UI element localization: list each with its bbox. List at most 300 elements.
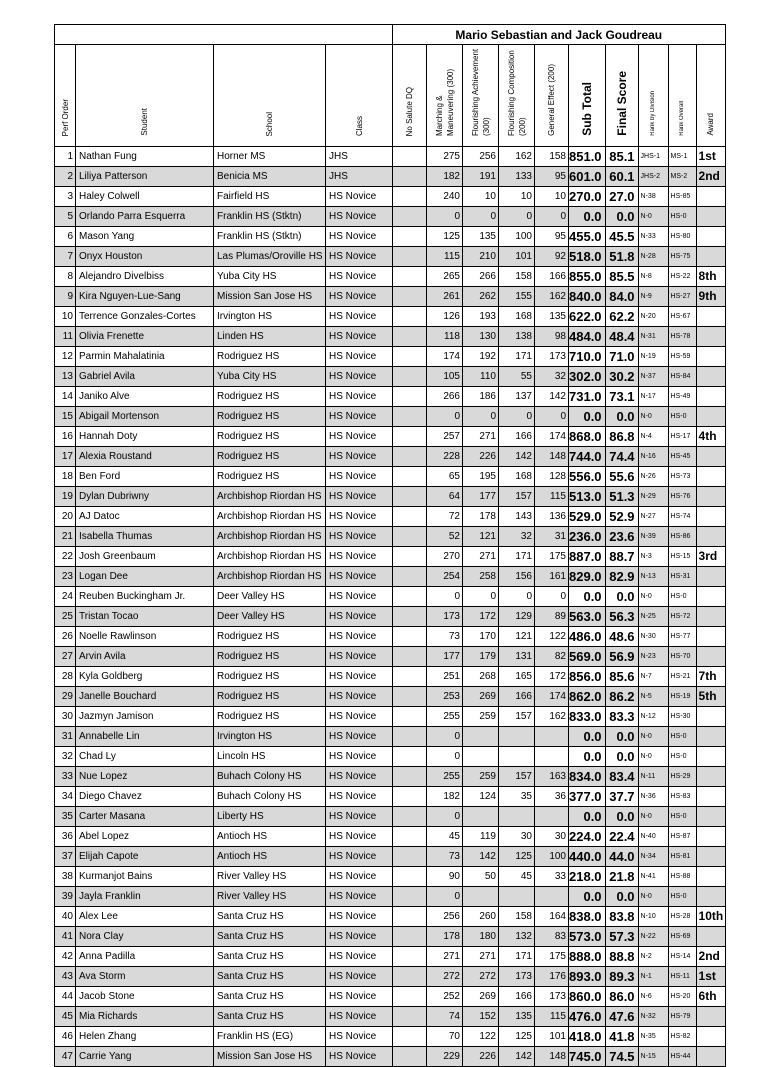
no-salute-cell (393, 767, 427, 787)
general-effect-cell: 98 (535, 327, 569, 347)
table-row (55, 847, 726, 867)
rank-division-cell: JHS-2 (638, 167, 668, 187)
student-cell: Jacob Stone (76, 987, 214, 1007)
award-cell (696, 487, 725, 507)
student-cell: Onyx Houston (76, 247, 214, 267)
perf-order-cell: 44 (55, 987, 76, 1007)
no-salute-cell (393, 747, 427, 767)
class-cell: HS Novice (326, 847, 393, 867)
marching-cell: 254 (427, 567, 463, 587)
flourishing-achievement-cell: 268 (463, 667, 499, 687)
rank-overall-cell: HS-69 (668, 927, 696, 947)
rank-division-cell: N-37 (638, 367, 668, 387)
school-cell: Archbishop Riordan HS (214, 507, 326, 527)
perf-order-cell: 9 (55, 287, 76, 307)
rank-division-cell: N-33 (638, 227, 668, 247)
student-cell: Kyla Goldberg (76, 667, 214, 687)
perf-order-cell: 5 (55, 207, 76, 227)
general-effect-cell: 166 (535, 267, 569, 287)
rank-overall-cell: HS-31 (668, 567, 696, 587)
sub-total-cell: 745.0 (569, 1047, 606, 1067)
student-cell: Olivia Frenette (76, 327, 214, 347)
marching-cell: 0 (427, 727, 463, 747)
school-cell: Fairfield HS (214, 187, 326, 207)
marching-cell: 177 (427, 647, 463, 667)
table-row (55, 287, 726, 307)
perf-order-cell: 2 (55, 167, 76, 187)
sub-total-cell: 218.0 (569, 867, 606, 887)
perf-order-cell: 3 (55, 187, 76, 207)
marching-cell: 240 (427, 187, 463, 207)
final-score-cell: 88.7 (605, 547, 638, 567)
final-score-cell: 83.8 (605, 907, 638, 927)
class-cell: HS Novice (326, 867, 393, 887)
rank-division-cell: N-0 (638, 407, 668, 427)
general-effect-cell: 135 (535, 307, 569, 327)
student-cell: Parmin Mahalatinia (76, 347, 214, 367)
flourishing-achievement-cell: 122 (463, 1027, 499, 1047)
general-effect-cell: 175 (535, 547, 569, 567)
class-cell: HS Novice (326, 787, 393, 807)
school-cell: Santa Cruz HS (214, 967, 326, 987)
marching-cell: 0 (427, 747, 463, 767)
rank-division-cell: N-1 (638, 967, 668, 987)
sub-total-cell: 887.0 (569, 547, 606, 567)
award-cell (696, 827, 725, 847)
no-salute-cell (393, 147, 427, 167)
final-score-cell: 85.1 (605, 147, 638, 167)
perf-order-cell: 23 (55, 567, 76, 587)
table-row (55, 427, 726, 447)
final-score-cell: 82.9 (605, 567, 638, 587)
rank-overall-cell: HS-0 (668, 747, 696, 767)
rank-overall-cell: HS-0 (668, 727, 696, 747)
sub-total-cell: 868.0 (569, 427, 606, 447)
class-cell: HS Novice (326, 927, 393, 947)
final-score-cell: 86.8 (605, 427, 638, 447)
class-cell: HS Novice (326, 347, 393, 367)
score-sheet-table (54, 24, 726, 1067)
perf-order-cell: 32 (55, 747, 76, 767)
class-cell: HS Novice (326, 187, 393, 207)
col-header-school: School (214, 45, 326, 147)
flourishing-composition-cell: 166 (499, 427, 535, 447)
rank-division-cell: N-29 (638, 487, 668, 507)
student-cell: Liliya Patterson (76, 167, 214, 187)
flourishing-achievement-cell: 258 (463, 567, 499, 587)
rank-division-cell: N-41 (638, 867, 668, 887)
rank-overall-cell: MS-1 (668, 147, 696, 167)
final-score-cell: 71.0 (605, 347, 638, 367)
award-cell (696, 227, 725, 247)
no-salute-cell (393, 387, 427, 407)
school-cell: River Valley HS (214, 867, 326, 887)
general-effect-cell (535, 887, 569, 907)
general-effect-cell: 101 (535, 1027, 569, 1047)
student-cell: Noelle Rawlinson (76, 627, 214, 647)
general-effect-cell (535, 747, 569, 767)
student-cell: Reuben Buckingham Jr. (76, 587, 214, 607)
class-cell: HS Novice (326, 667, 393, 687)
marching-cell: 275 (427, 147, 463, 167)
flourishing-composition-cell: 30 (499, 827, 535, 847)
school-cell: Irvington HS (214, 727, 326, 747)
perf-order-cell: 36 (55, 827, 76, 847)
sub-total-cell: 302.0 (569, 367, 606, 387)
perf-order-cell: 45 (55, 1007, 76, 1027)
student-cell: Gabriel Avila (76, 367, 214, 387)
marching-cell: 272 (427, 967, 463, 987)
sub-total-cell: 0.0 (569, 747, 606, 767)
student-cell: Isabella Thumas (76, 527, 214, 547)
perf-order-cell: 26 (55, 627, 76, 647)
general-effect-cell: 148 (535, 1047, 569, 1067)
rank-overall-cell: HS-44 (668, 1047, 696, 1067)
award-cell: 6th (696, 987, 725, 1007)
final-score-cell: 48.4 (605, 327, 638, 347)
table-row (55, 667, 726, 687)
marching-cell: 265 (427, 267, 463, 287)
col-header-sub-total: Sub Total (569, 45, 606, 147)
award-cell (696, 847, 725, 867)
no-salute-cell (393, 727, 427, 747)
rank-division-cell: N-0 (638, 727, 668, 747)
table-row (55, 227, 726, 247)
marching-cell: 0 (427, 887, 463, 907)
marching-cell: 252 (427, 987, 463, 1007)
table-row (55, 187, 726, 207)
student-cell: Orlando Parra Esquerra (76, 207, 214, 227)
marching-cell: 65 (427, 467, 463, 487)
flourishing-achievement-cell: 152 (463, 1007, 499, 1027)
final-score-cell: 85.6 (605, 667, 638, 687)
rank-division-cell: N-35 (638, 1027, 668, 1047)
student-cell: Logan Dee (76, 567, 214, 587)
table-row (55, 907, 726, 927)
sub-total-cell: 601.0 (569, 167, 606, 187)
flourishing-achievement-cell: 260 (463, 907, 499, 927)
no-salute-cell (393, 527, 427, 547)
sub-total-cell: 569.0 (569, 647, 606, 667)
marching-cell: 255 (427, 707, 463, 727)
rank-overall-cell: HS-30 (668, 707, 696, 727)
table-row (55, 407, 726, 427)
marching-cell: 0 (427, 587, 463, 607)
sub-total-cell: 563.0 (569, 607, 606, 627)
flourishing-achievement-cell: 269 (463, 987, 499, 1007)
school-cell: Deer Valley HS (214, 607, 326, 627)
school-cell: Santa Cruz HS (214, 947, 326, 967)
flourishing-composition-cell (499, 887, 535, 907)
no-salute-cell (393, 927, 427, 947)
flourishing-achievement-cell: 269 (463, 687, 499, 707)
student-cell: Terrence Gonzales-Cortes (76, 307, 214, 327)
award-cell (696, 527, 725, 547)
flourishing-composition-cell: 121 (499, 627, 535, 647)
general-effect-cell: 142 (535, 387, 569, 407)
school-cell: Rodriguez HS (214, 687, 326, 707)
final-score-cell: 0.0 (605, 747, 638, 767)
table-row (55, 487, 726, 507)
rank-division-cell: N-9 (638, 287, 668, 307)
table-row (55, 747, 726, 767)
final-score-cell: 60.1 (605, 167, 638, 187)
award-cell (696, 187, 725, 207)
student-cell: Helen Zhang (76, 1027, 214, 1047)
rank-division-cell: N-26 (638, 467, 668, 487)
rank-division-cell: N-20 (638, 307, 668, 327)
award-cell: 2nd (696, 947, 725, 967)
school-cell: Franklin HS (Stktn) (214, 227, 326, 247)
school-cell: Franklin HS (Stktn) (214, 207, 326, 227)
no-salute-cell (393, 807, 427, 827)
final-score-cell: 45.5 (605, 227, 638, 247)
perf-order-cell: 38 (55, 867, 76, 887)
perf-order-cell: 1 (55, 147, 76, 167)
no-salute-cell (393, 407, 427, 427)
flourishing-achievement-cell: 0 (463, 407, 499, 427)
award-cell: 5th (696, 687, 725, 707)
flourishing-composition-cell (499, 727, 535, 747)
school-cell: Mission San Jose HS (214, 287, 326, 307)
rank-division-cell: N-3 (638, 547, 668, 567)
flourishing-achievement-cell: 271 (463, 947, 499, 967)
final-score-cell: 86.0 (605, 987, 638, 1007)
table-row (55, 527, 726, 547)
rank-overall-cell: HS-27 (668, 287, 696, 307)
school-cell: River Valley HS (214, 887, 326, 907)
no-salute-cell (393, 447, 427, 467)
sub-total-cell: 838.0 (569, 907, 606, 927)
perf-order-cell: 12 (55, 347, 76, 367)
sub-total-cell: 834.0 (569, 767, 606, 787)
general-effect-cell: 36 (535, 787, 569, 807)
rank-overall-cell: HS-29 (668, 767, 696, 787)
final-score-cell: 74.4 (605, 447, 638, 467)
student-cell: Josh Greenbaum (76, 547, 214, 567)
award-cell (696, 807, 725, 827)
general-effect-cell: 83 (535, 927, 569, 947)
marching-cell: 251 (427, 667, 463, 687)
marching-cell: 126 (427, 307, 463, 327)
sub-total-cell: 236.0 (569, 527, 606, 547)
no-salute-cell (393, 267, 427, 287)
sub-total-cell: 829.0 (569, 567, 606, 587)
rank-overall-cell: HS-20 (668, 987, 696, 1007)
class-cell: HS Novice (326, 727, 393, 747)
class-cell: HS Novice (326, 747, 393, 767)
perf-order-cell: 33 (55, 767, 76, 787)
school-cell: Mission San Jose HS (214, 1047, 326, 1067)
flourishing-achievement-cell: 50 (463, 867, 499, 887)
table-row (55, 707, 726, 727)
sub-total-cell: 486.0 (569, 627, 606, 647)
sub-total-cell: 270.0 (569, 187, 606, 207)
school-cell: Antioch HS (214, 847, 326, 867)
table-row (55, 1027, 726, 1047)
perf-order-cell: 29 (55, 687, 76, 707)
award-cell (696, 387, 725, 407)
student-cell: Abigail Mortenson (76, 407, 214, 427)
rank-overall-cell: HS-82 (668, 1027, 696, 1047)
student-cell: Carrie Yang (76, 1047, 214, 1067)
rank-division-cell: JHS-1 (638, 147, 668, 167)
perf-order-cell: 37 (55, 847, 76, 867)
sub-total-cell: 455.0 (569, 227, 606, 247)
student-cell: Jayla Franklin (76, 887, 214, 907)
flourishing-achievement-cell: 178 (463, 507, 499, 527)
flourishing-achievement-cell: 193 (463, 307, 499, 327)
rank-overall-cell: HS-0 (668, 407, 696, 427)
flourishing-achievement-cell: 0 (463, 587, 499, 607)
flourishing-composition-cell: 142 (499, 1047, 535, 1067)
perf-order-cell: 11 (55, 327, 76, 347)
rank-overall-cell: HS-81 (668, 847, 696, 867)
marching-cell: 253 (427, 687, 463, 707)
award-cell (696, 347, 725, 367)
rank-division-cell: N-27 (638, 507, 668, 527)
col-header-marching: Marching & Maneuvering (300) (427, 45, 463, 147)
class-cell: HS Novice (326, 967, 393, 987)
perf-order-cell: 18 (55, 467, 76, 487)
sub-total-cell: 710.0 (569, 347, 606, 367)
rank-overall-cell: HS-45 (668, 447, 696, 467)
table-row (55, 567, 726, 587)
school-cell: Deer Valley HS (214, 587, 326, 607)
no-salute-cell (393, 567, 427, 587)
general-effect-cell: 0 (535, 407, 569, 427)
no-salute-cell (393, 347, 427, 367)
final-score-cell: 37.7 (605, 787, 638, 807)
no-salute-cell (393, 687, 427, 707)
no-salute-cell (393, 887, 427, 907)
rank-division-cell: N-7 (638, 667, 668, 687)
rank-division-cell: N-10 (638, 907, 668, 927)
award-cell (696, 507, 725, 527)
no-salute-cell (393, 227, 427, 247)
rank-division-cell: N-0 (638, 587, 668, 607)
class-cell: HS Novice (326, 607, 393, 627)
flourishing-composition-cell: 125 (499, 847, 535, 867)
final-score-cell: 85.5 (605, 267, 638, 287)
flourishing-achievement-cell: 110 (463, 367, 499, 387)
final-score-cell: 47.6 (605, 1007, 638, 1027)
table-row (55, 607, 726, 627)
general-effect-cell: 136 (535, 507, 569, 527)
marching-cell: 257 (427, 427, 463, 447)
rank-overall-cell: HS-70 (668, 647, 696, 667)
final-score-cell: 0.0 (605, 807, 638, 827)
class-cell: HS Novice (326, 907, 393, 927)
school-cell: Yuba City HS (214, 367, 326, 387)
flourishing-composition-cell (499, 807, 535, 827)
flourishing-composition-cell: 132 (499, 927, 535, 947)
marching-cell: 115 (427, 247, 463, 267)
school-cell: Yuba City HS (214, 267, 326, 287)
rank-overall-cell: HS-76 (668, 487, 696, 507)
rank-division-cell: N-31 (638, 327, 668, 347)
final-score-cell: 86.2 (605, 687, 638, 707)
flourishing-achievement-cell: 226 (463, 1047, 499, 1067)
award-cell: 3rd (696, 547, 725, 567)
rank-division-cell: N-40 (638, 827, 668, 847)
school-cell: Archbishop Riordan HS (214, 527, 326, 547)
final-score-cell: 56.3 (605, 607, 638, 627)
class-cell: HS Novice (326, 227, 393, 247)
flourishing-composition-cell: 131 (499, 647, 535, 667)
no-salute-cell (393, 607, 427, 627)
rank-overall-cell: HS-84 (668, 367, 696, 387)
table-row (55, 447, 726, 467)
class-cell: HS Novice (326, 567, 393, 587)
table-row (55, 207, 726, 227)
school-cell: Santa Cruz HS (214, 1007, 326, 1027)
student-cell: Haley Colwell (76, 187, 214, 207)
table-row (55, 967, 726, 987)
sub-total-cell: 856.0 (569, 667, 606, 687)
school-cell: Rodriguez HS (214, 447, 326, 467)
final-score-cell: 83.4 (605, 767, 638, 787)
flourishing-composition-cell: 168 (499, 467, 535, 487)
column-header-row (55, 45, 726, 147)
flourishing-achievement-cell: 271 (463, 547, 499, 567)
flourishing-composition-cell: 101 (499, 247, 535, 267)
table-row (55, 807, 726, 827)
flourishing-composition-cell: 143 (499, 507, 535, 527)
table-row (55, 167, 726, 187)
school-cell: Buhach Colony HS (214, 767, 326, 787)
sub-total-cell: 0.0 (569, 807, 606, 827)
flourishing-achievement-cell: 210 (463, 247, 499, 267)
general-effect-cell: 95 (535, 227, 569, 247)
marching-cell: 0 (427, 407, 463, 427)
general-effect-cell: 0 (535, 587, 569, 607)
table-row (55, 1047, 726, 1067)
school-cell: Santa Cruz HS (214, 987, 326, 1007)
marching-cell: 45 (427, 827, 463, 847)
sub-total-cell: 224.0 (569, 827, 606, 847)
general-effect-cell: 82 (535, 647, 569, 667)
school-cell: Liberty HS (214, 807, 326, 827)
no-salute-cell (393, 847, 427, 867)
class-cell: HS Novice (326, 367, 393, 387)
school-cell: Archbishop Riordan HS (214, 547, 326, 567)
sub-total-cell: 476.0 (569, 1007, 606, 1027)
no-salute-cell (393, 1047, 427, 1067)
perf-order-cell: 15 (55, 407, 76, 427)
flourishing-achievement-cell: 119 (463, 827, 499, 847)
marching-cell: 174 (427, 347, 463, 367)
rank-overall-cell: HS-85 (668, 187, 696, 207)
school-cell: Irvington HS (214, 307, 326, 327)
general-effect-cell: 158 (535, 147, 569, 167)
perf-order-cell: 19 (55, 487, 76, 507)
no-salute-cell (393, 507, 427, 527)
school-cell: Rodriguez HS (214, 407, 326, 427)
sub-total-cell: 418.0 (569, 1027, 606, 1047)
student-cell: Elijah Capote (76, 847, 214, 867)
class-cell: HS Novice (326, 887, 393, 907)
table-row (55, 327, 726, 347)
award-cell: 1st (696, 967, 725, 987)
final-score-cell: 52.9 (605, 507, 638, 527)
no-salute-cell (393, 967, 427, 987)
rank-overall-cell: HS-15 (668, 547, 696, 567)
final-score-cell: 62.2 (605, 307, 638, 327)
general-effect-cell: 95 (535, 167, 569, 187)
score-rows (55, 147, 726, 1067)
rank-overall-cell: HS-86 (668, 527, 696, 547)
